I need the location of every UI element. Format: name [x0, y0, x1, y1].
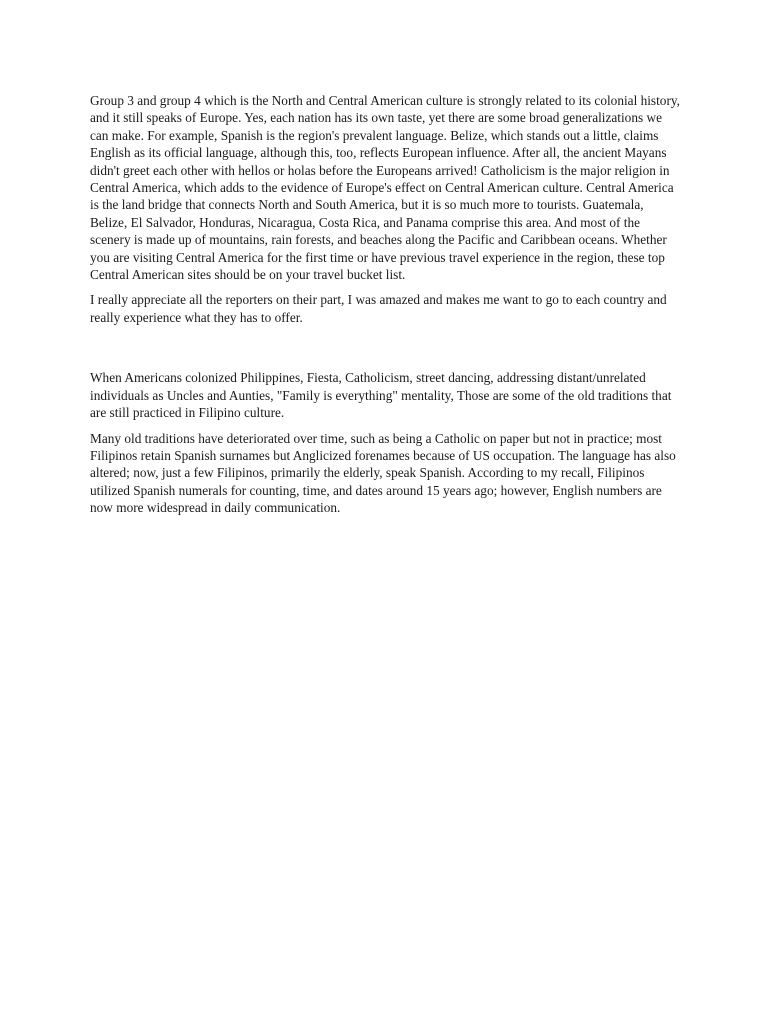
paragraph-deteriorated-traditions: Many old traditions have deteriorated over time, such as being a Catholic on paper but not in practice; most Filipinos retain Spanish surnames but Anglicized forenames because of US occupation. The language has also altered; now, just a few Filipinos, primarily the elderly, speak Spanish. According to my recall, Filipinos utilized Spanish numerals for counting, time, and dates around 15 years ago; however, English numbers are now more widespread in daily communication. — [90, 430, 676, 516]
paragraph-appreciation: I really appreciate all the reporters on their part, I was amazed and makes me want to go to each country and really experience what they has to offer. — [90, 292, 667, 325]
paragraph-central-america: Group 3 and group 4 which is the North and Central American culture is strongly related to its colonial history, and it still speaks of Europe. Yes, each nation has its own taste, yet there are some broad generalizations we can make. For example, Spanish is the region's prevalent language. Belize, which stands out a little, claims English as its official language, although this, too, reflects European influence. After all, the ancient Mayans didn't greet each other with hellos or holas before the Europeans arrived! Catholicism is the major religion in Central America, which adds to the evidence of Europe's effect on Central American culture. Central America is the land bridge that connects North and South America, but it is so much more to tourists. Guatemala, Belize, El Salvador, Honduras, Nicaragua, Costa Rica, and Panama comprise this area. And most of the scenery is made up of mountains, rain forests, and beaches along the Pacific and Caribbean oceans. Whether you are visiting Central America for the first time or have previous travel experience in the region, these top Central American sites should be on your travel bucket list. — [90, 93, 680, 283]
document-body — [90, 92, 680, 525]
paragraph-filipino-traditions: When Americans colonized Philippines, Fiesta, Catholicism, street dancing, addressing distant/unrelated individuals as Uncles and Aunties, "Family is everything" mentality, Those are some of the old traditions that are still practiced in Filipino culture. — [90, 370, 672, 421]
